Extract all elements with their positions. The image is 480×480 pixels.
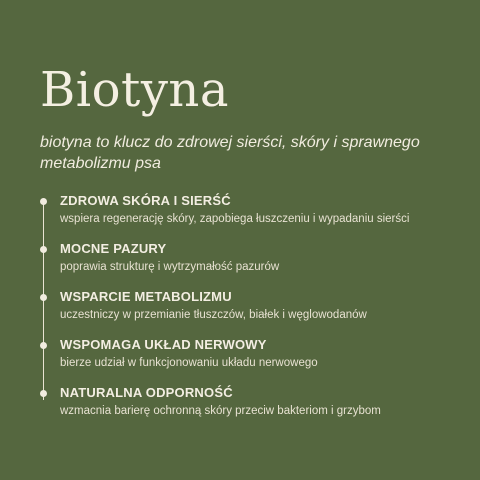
page-subtitle: biotyna to klucz do zdrowej sierści, skóry i sprawnego metabolizmu psa <box>40 134 420 172</box>
benefit-description: wzmacnia barierę ochronną skóry przeciw bakteriom i grzybom <box>60 405 381 417</box>
benefit-item-claws <box>40 241 460 289</box>
benefits-timeline <box>40 193 460 433</box>
timeline-dot-icon <box>40 294 47 301</box>
timeline-dot-icon <box>40 198 47 205</box>
benefit-heading: NATURALNA ODPORNOŚĆ <box>60 385 233 400</box>
benefit-heading: ZDROWA SKÓRA I SIERŚĆ <box>60 193 231 208</box>
benefit-heading: WSPARCIE METABOLIZMU <box>60 289 232 304</box>
benefit-heading: MOCNE PAZURY <box>60 241 167 256</box>
benefit-description: wspiera regenerację skóry, zapobiega łuszczeniu i wypadaniu sierści <box>60 213 410 225</box>
timeline-dot-icon <box>40 390 47 397</box>
benefit-heading: WSPOMAGA UKŁAD NERWOWY <box>60 337 267 352</box>
benefit-description: bierze udział w funkcjonowaniu układu nerwowego <box>60 357 318 369</box>
benefit-item-immunity <box>40 385 460 433</box>
benefit-description: uczestniczy w przemianie tłuszczów, białek i węglowodanów <box>60 309 367 321</box>
timeline-dot-icon <box>40 246 47 253</box>
benefit-description: poprawia strukturę i wytrzymałość pazurów <box>60 261 280 273</box>
benefit-item-metabolism <box>40 289 460 337</box>
page-title: Biotyna <box>40 62 229 118</box>
benefit-item-skin-coat <box>40 193 460 241</box>
benefit-item-nervous-system <box>40 337 460 385</box>
timeline-dot-icon <box>40 342 47 349</box>
